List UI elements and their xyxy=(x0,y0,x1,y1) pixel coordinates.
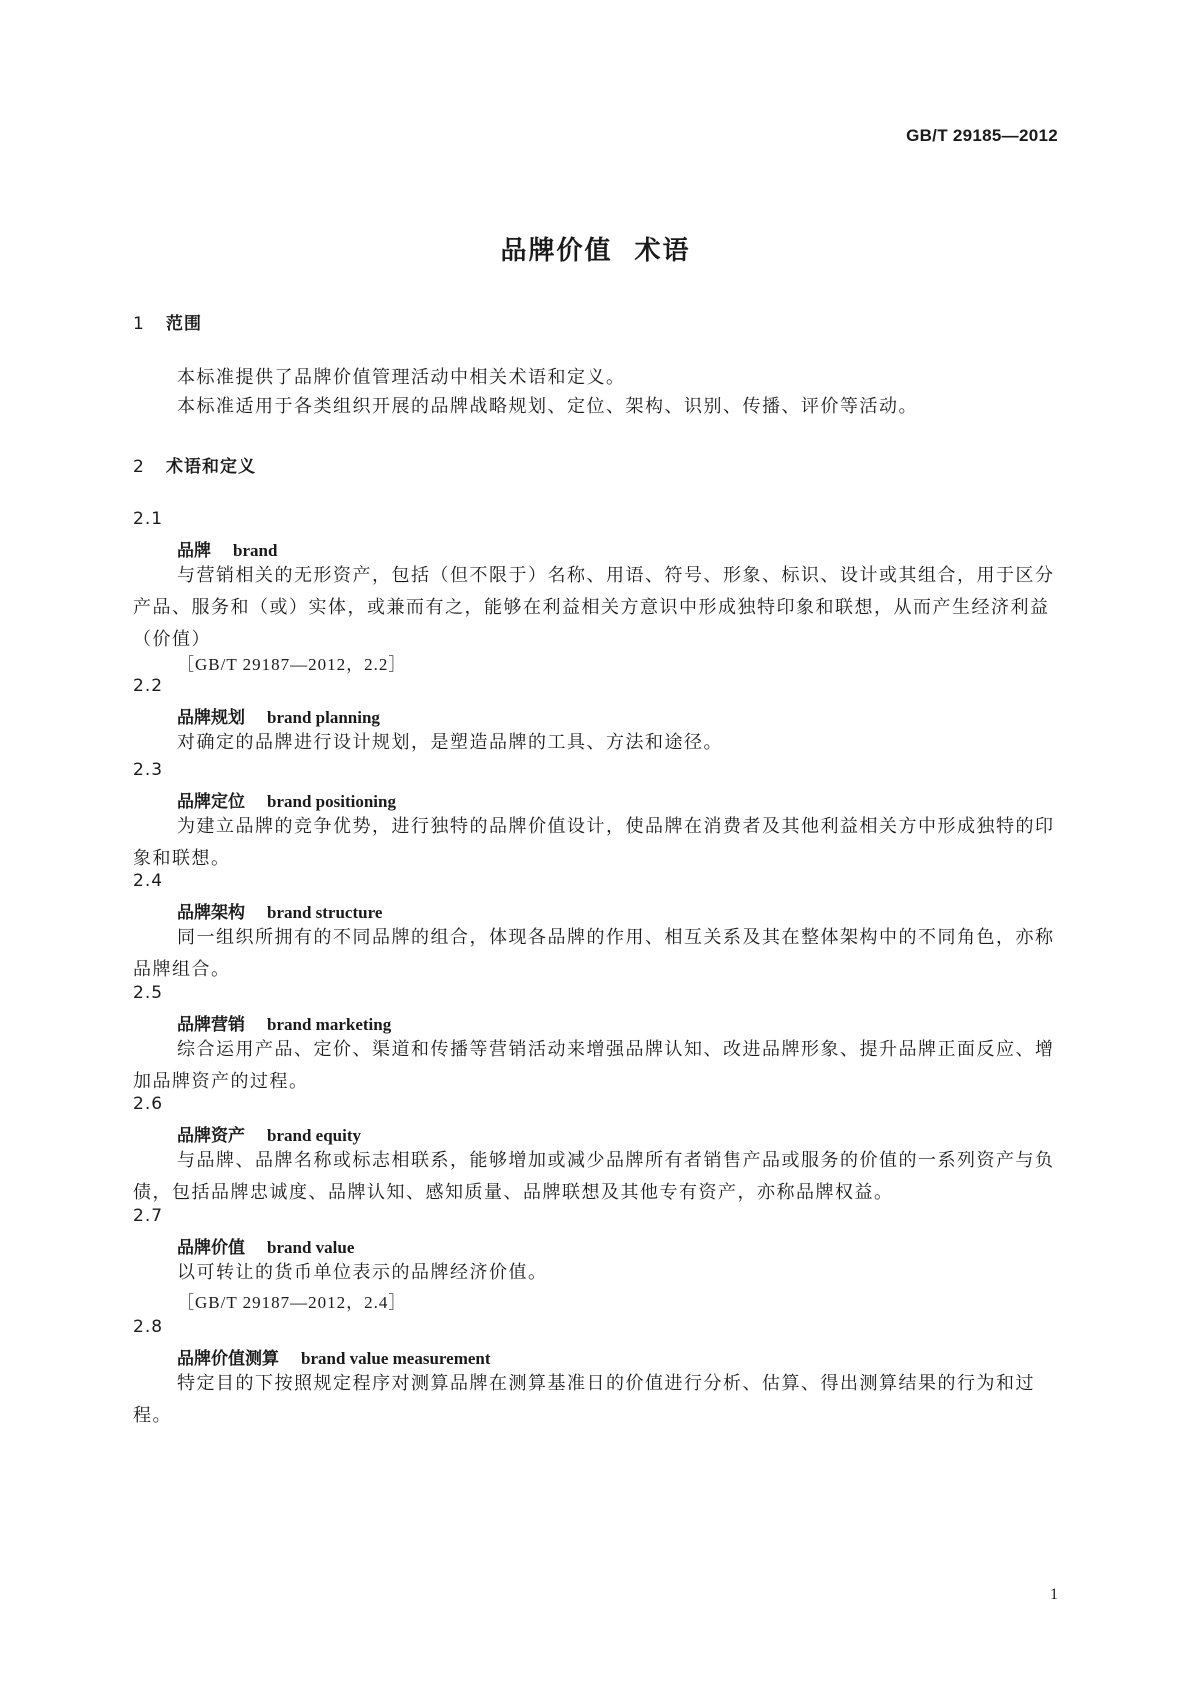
term-en: brand equity xyxy=(267,1126,361,1145)
term-definition: 与品牌、品牌名称或标志相联系，能够增加或减少品牌所有者销售产品或服务的价值的一系列资产与负债，包括品牌忠诚度、品牌认知、感知质量、品牌联想及其他专有资产，亦称品牌权益。 xyxy=(133,1150,1055,1203)
term-zh: 品牌架构 xyxy=(177,903,245,923)
term-en: brand value xyxy=(267,1238,355,1257)
term-heading xyxy=(177,1121,361,1146)
term-heading xyxy=(177,536,277,561)
term-definition: 特定目的下按照规定程序对测算品牌在测算基准日的价值进行分析、估算、得出测算结果的行为和过程。 xyxy=(133,1373,1035,1426)
term-zh: 品牌定位 xyxy=(177,792,245,812)
term-en: brand marketing xyxy=(267,1015,392,1034)
section-title: 术语和定义 xyxy=(166,457,256,477)
section-heading-terms xyxy=(133,452,256,477)
section-number: 1 xyxy=(133,314,145,334)
term-en: brand planning xyxy=(267,708,380,727)
term-definition: 与营销相关的无形资产，包括（但不限于）名称、用语、符号、形象、标识、设计或其组合，用于区分产品、服务和（或）实体，或兼而有之，能够在利益相关方意识中形成独特印象和联想，从而产生经济利益（价值） xyxy=(133,565,1055,650)
term-number: 2.3 xyxy=(133,760,164,780)
term-number: 2.2 xyxy=(133,676,164,696)
term-zh: 品牌价值 xyxy=(177,1238,245,1258)
term-number: 2.7 xyxy=(133,1206,164,1226)
document-title: 品牌价值 术语 xyxy=(500,236,691,266)
term-zh: 品牌价值测算 xyxy=(177,1349,279,1369)
term-heading xyxy=(177,787,396,812)
term-en: brand value measurement xyxy=(301,1349,491,1368)
term-definition: 对确定的品牌进行设计规划，是塑造品牌的工具、方法和途径。 xyxy=(177,732,723,753)
term-zh: 品牌资产 xyxy=(177,1126,245,1146)
term-definition: 同一组织所拥有的不同品牌的组合，体现各品牌的作用、相互关系及其在整体架构中的不同角色，亦称品牌组合。 xyxy=(133,927,1055,980)
term-definition: 以可转让的货币单位表示的品牌经济价值。 xyxy=(177,1262,548,1283)
term-number: 2.1 xyxy=(133,509,164,529)
term-zh: 品牌营销 xyxy=(177,1015,245,1035)
section-title: 范围 xyxy=(166,314,202,334)
section-heading-scope xyxy=(133,309,202,334)
term-en: brand xyxy=(233,541,278,560)
term-reference: ［GB/T 29187—2012，2.4］ xyxy=(177,1293,407,1312)
term-definition: 为建立品牌的竞争优势，进行独特的品牌价值设计，使品牌在消费者及其他利益相关方中形成独特的印象和联想。 xyxy=(133,816,1055,869)
term-number: 2.6 xyxy=(133,1094,164,1114)
scope-paragraph-1: 本标准提供了品牌价值管理活动中相关术语和定义。 xyxy=(177,367,626,388)
term-heading xyxy=(177,898,382,923)
term-heading xyxy=(177,703,380,728)
section-number: 2 xyxy=(133,457,145,477)
term-heading xyxy=(177,1344,491,1369)
term-heading xyxy=(177,1010,391,1035)
term-zh: 品牌规划 xyxy=(177,708,245,728)
term-heading xyxy=(177,1233,354,1258)
term-zh: 品牌 xyxy=(177,541,211,561)
term-number: 2.5 xyxy=(133,983,164,1003)
term-number: 2.8 xyxy=(133,1317,164,1337)
term-number: 2.4 xyxy=(133,871,164,891)
term-en: brand positioning xyxy=(267,792,396,811)
standard-code: GB/T 29185—2012 xyxy=(906,126,1058,145)
term-en: brand structure xyxy=(267,903,383,922)
term-reference: ［GB/T 29187—2012，2.2］ xyxy=(177,655,407,674)
term-definition: 综合运用产品、定价、渠道和传播等营销活动来增强品牌认知、改进品牌形象、提升品牌正面反应、增加品牌资产的过程。 xyxy=(133,1039,1055,1092)
scope-paragraph-2: 本标准适用于各类组织开展的品牌战略规划、定位、架构、识别、传播、评价等活动。 xyxy=(177,396,918,417)
page-number: 1 xyxy=(1050,1586,1058,1603)
